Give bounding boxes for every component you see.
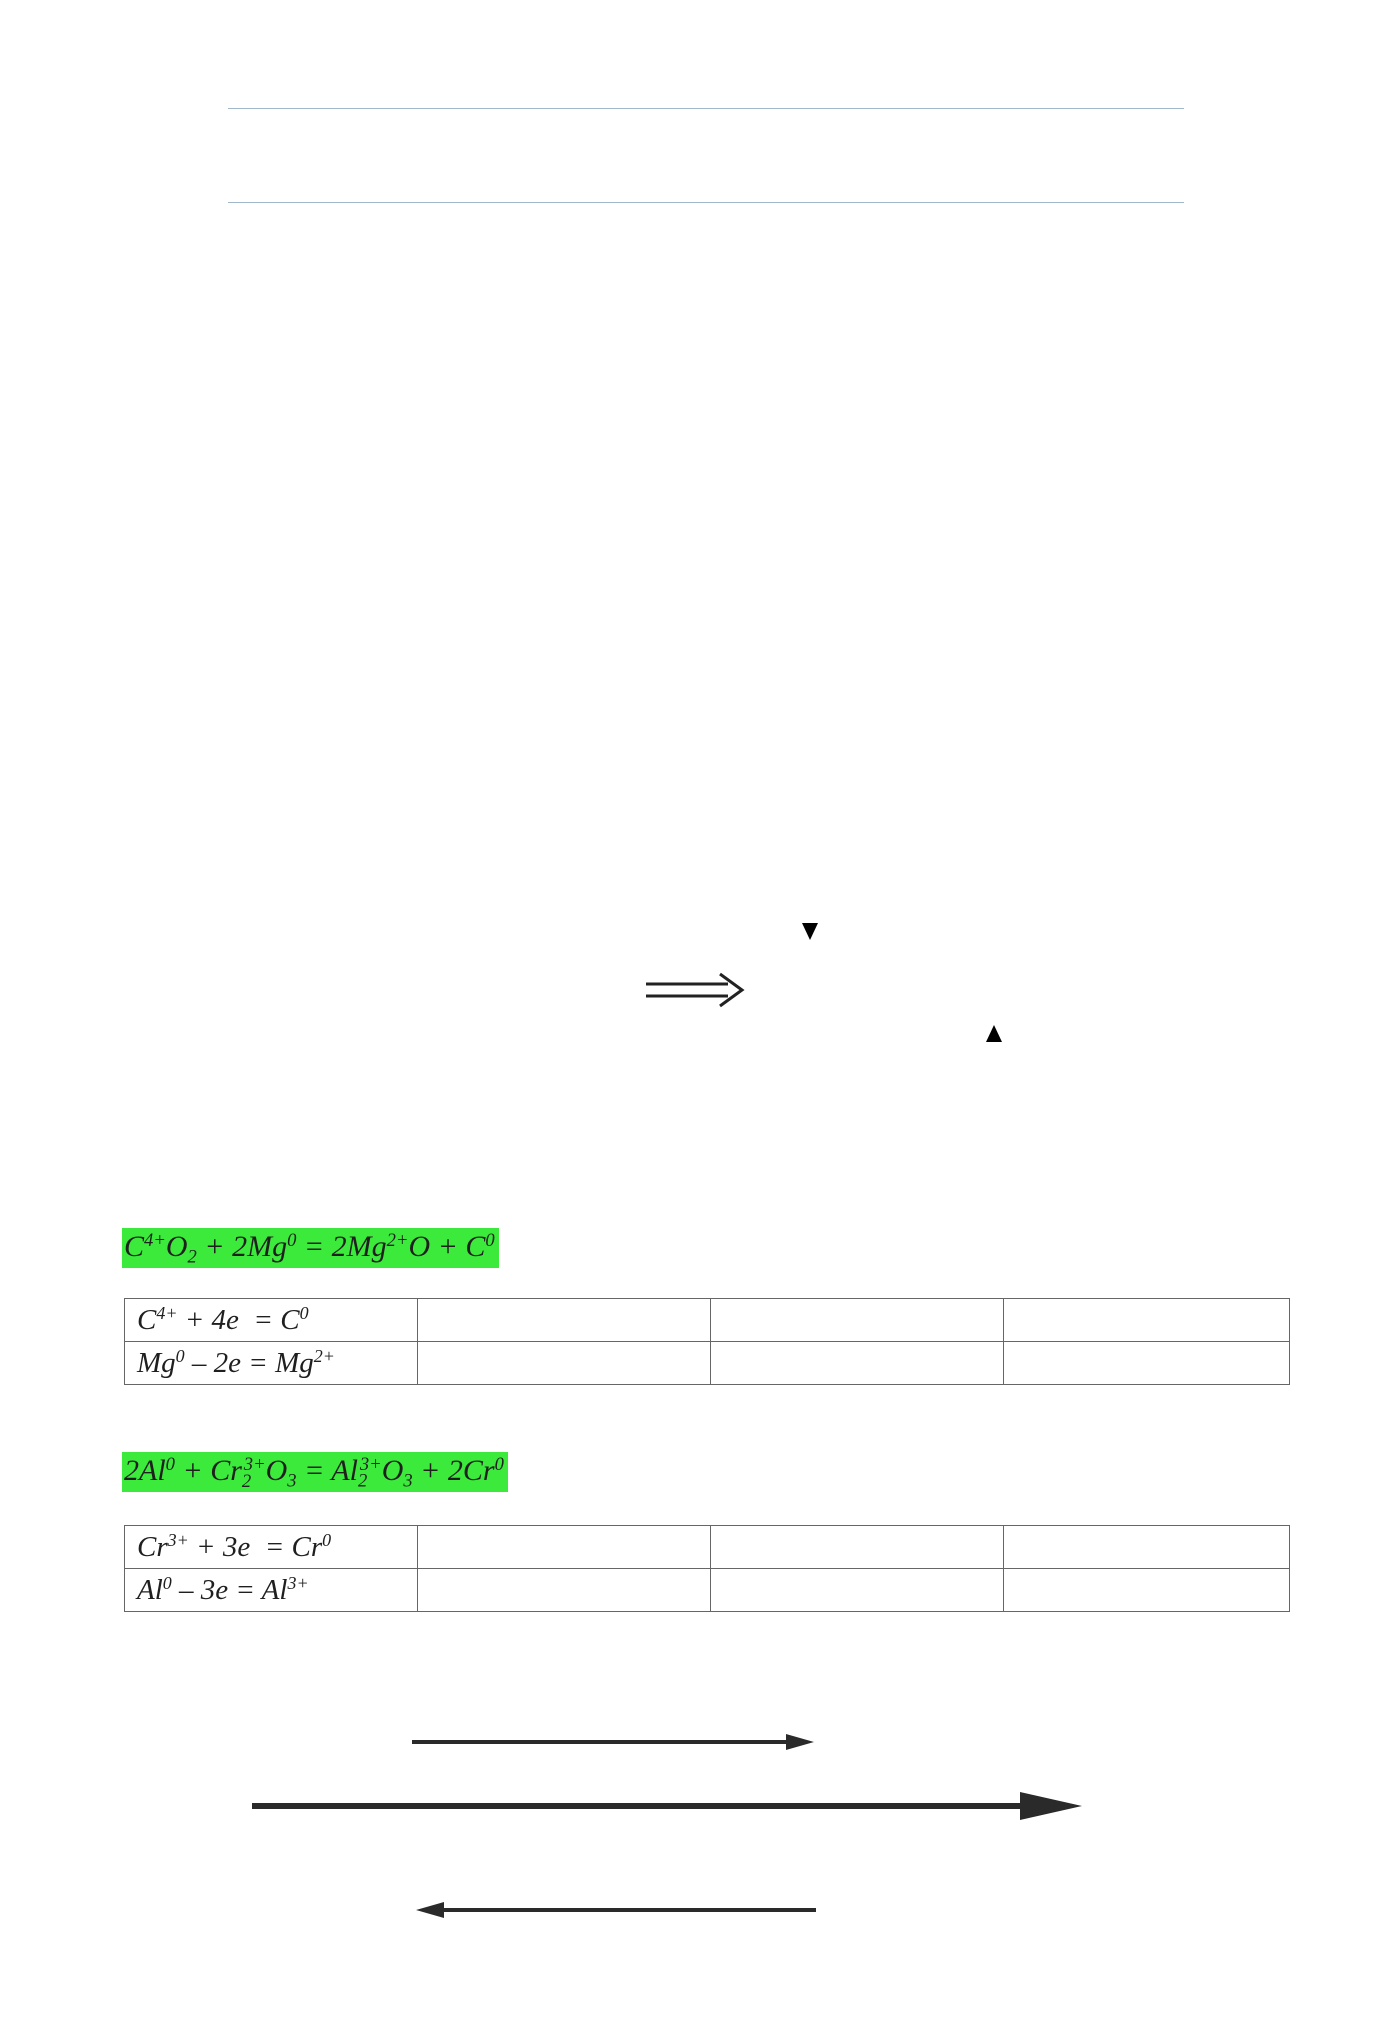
oxidation-arrow — [412, 1734, 814, 1750]
reduction-arrow — [416, 1902, 816, 1918]
multiplier — [418, 1569, 711, 1612]
table-row — [125, 1569, 1290, 1612]
table-row — [125, 1299, 1290, 1342]
table-row — [125, 1342, 1290, 1385]
electron-balance-table-2 — [124, 1525, 1290, 1612]
half-reaction: $Cr^{3+} + 3e = Cr^0$ — [125, 1526, 418, 1569]
role — [1004, 1526, 1290, 1569]
electron-balance-table-1 — [124, 1298, 1290, 1385]
table-row — [125, 1526, 1290, 1569]
reduction-bracket — [364, 1025, 1002, 1092]
role — [1004, 1569, 1290, 1612]
multiplier — [418, 1526, 711, 1569]
axis — [252, 1792, 1082, 1820]
process — [711, 1526, 1004, 1569]
number-line — [0, 1700, 1382, 1940]
half-reaction: $Al^0 - 3e = Al^{3+}$ — [125, 1569, 418, 1612]
process — [711, 1342, 1004, 1385]
half-reaction: $Mg^0 - 2e = Mg^{2+}$ — [125, 1342, 418, 1385]
multiplier — [418, 1299, 711, 1342]
equation-1: $C^{4+}O_2 + 2Mg^0 = 2Mg^{2+}O + C^0$ — [122, 1228, 499, 1268]
role — [1004, 1342, 1290, 1385]
multiplier — [418, 1342, 711, 1385]
reaction-arrow — [646, 974, 742, 1006]
oxidation-bracket — [556, 900, 818, 940]
role — [1004, 1299, 1290, 1342]
process — [711, 1569, 1004, 1612]
equation-2: $2Al^0 + Cr_2^{3+}O_3 = Al_2^{3+}O_3 + 2Cr^0$ — [122, 1452, 508, 1492]
half-reaction: $C^{4+} + 4e = C^0$ — [125, 1299, 418, 1342]
process — [711, 1299, 1004, 1342]
